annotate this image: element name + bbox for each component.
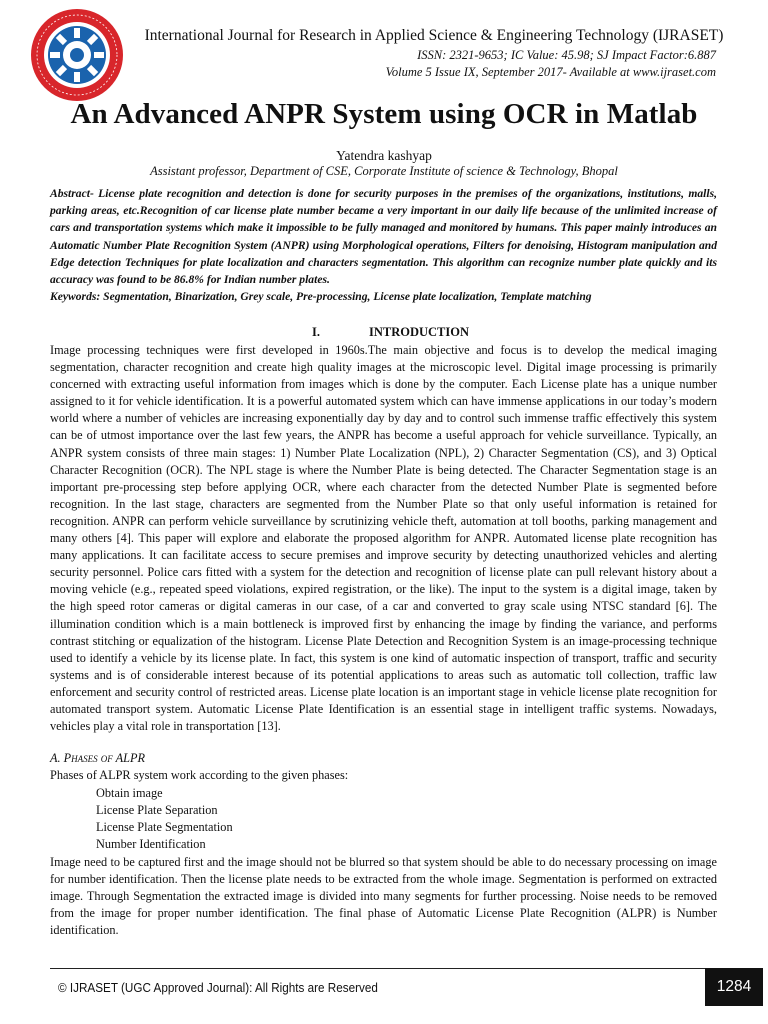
phases-body (50, 854, 717, 939)
paper-title: An Advanced ANPR System using OCR in Matlab (70, 98, 698, 130)
phase-list (96, 785, 233, 853)
page-number: 1284 (705, 968, 763, 1006)
abstract-text: Abstract- License plate recognition and detection is done for security purposes in the premises of the organizations, institutions, malls, parking areas, etc.Recognition of car license plate number became a very important in our daily life because of the unlimited increase of cars and transportation systems which make it impossible to be fully managed and monitored by humans. This paper mainly introduces an Automatic Number Plate Recognition System (ANPR) using Morphological operations, Filters for denoising, Histogram manipulation and Edge detection Techniques for plate localization and characters segmentation. This algorithm can recognize number plate quickly and its accuracy was found to be 86.8% for Indian number plates. (50, 187, 717, 287)
keywords-text: Keywords: Segmentation, Binarization, Grey scale, Pre-processing, License plate localization, Template matching (50, 290, 592, 304)
author-affiliation: Assistant professor, Department of CSE, Corporate Institute of science & Technology, Bhopal (150, 164, 618, 178)
subsection-prefix: A. (50, 751, 64, 765)
journal-seal-icon (30, 8, 124, 102)
subsection-title: Phases of ALPR (63, 751, 145, 765)
volume-line: Volume 5 Issue IX, September 2017- Available at www.ijraset.com (385, 65, 716, 79)
issn-line: ISSN: 2321-9653; IC Value: 45.98; SJ Impact Factor:6.887 (417, 48, 716, 62)
journal-name: International Journal for Research in Applied Science & Engineering Technology (IJRASET) (144, 27, 724, 44)
journal-meta (386, 47, 716, 81)
abstract-block (50, 185, 717, 305)
phases-intro: Phases of ALPR system work according to the given phases: (50, 768, 349, 782)
list-item: License Plate Segmentation (96, 820, 233, 835)
introduction-body (50, 342, 717, 735)
list-item: Number Identification (96, 837, 206, 852)
section-title: INTRODUCTION (369, 325, 470, 339)
footer-divider (50, 968, 705, 969)
phases-paragraph: Image need to be captured first and the image should not be blurred so that system should be able to do necessary processing on image for number identification. Then the license plate needs to be extracted from the whole image. Segmentation is performed on extracted image. Through Segmentation the extracted image is divided into many segments for further processing. Noise needs to be removed from the image for proper number identification. The final phase of Automatic License Plate Recognition (ALPR) is Number identification. (50, 855, 717, 938)
copyright-notice: © IJRASET (UGC Approved Journal): All Rights are Reserved (58, 980, 378, 995)
section-number: I. (312, 325, 320, 339)
list-item: License Plate Separation (96, 803, 218, 818)
journal-logo (30, 8, 124, 102)
author-name: Yatendra kashyap (336, 148, 432, 163)
list-item: Obtain image (96, 786, 163, 800)
introduction-paragraph: Image processing techniques were first developed in 1960s.The main objective and focus is to develop the medical imaging segmentation, character recognition and create high quality images at the microscopic level. Digital image processing is primarily concerned with extracting useful information from images which is done by the computer. Each License plate has a unique number assigned to it for vehicle identification. It is a powerful automated system which can have immense applications in our today’s modern world where a number of vehicles are increasing exponentially day by day and to control such immense traffic effectively this system can be of utmost importance over the last few years, the ANPR has become a useful approach for vehicle surveillance. Typically, an ANPR system consists of three main stages: 1) Number Plate Localization (NPL), 2) Character Segmentation (CS), and 3) Optical Character Recognition (OCR). The NPL stage is where the Number Plate is being detected. The Character Segmentation stage is an important pre-processing step before applying OCR, where each character from the detected Number Plate is segmented before recognition. In the last stage, characters are segmented from the Number Plate so that only useful information is retained for recognition. ANPR can perform vehicle surveillance by scrutinizing vehicle theft, automation at toll booths, parking management and many others [4]. This paper will explore and elaborate the proposed algorithm for ANPR. Automated license plate recognition has many applications. It can facilitate access to secure premises and improve security by detecting unauthorized vehicles and alerting security personnel. Police cars fitted with a system for the detection and recognition of license plate can pull relevant history about a moving vehicle (e.g., repeated speed violations, expired registration, or the like). The input to the system is a digital image, taken by the high speed rotor cameras or digital cameras in our case, of a car and converted to gray scale using NTSC standard [6]. The illumination condition which is a main bottleneck is improved first by enhancing the image by finding the variance, and performs contrast stitching or equalization of the histogram. License Plate Detection and Recognition System is an image-processing technique used to identify a vehicle by its license plate. In fact, this system is one kind of automatic inspection of transport, traffic and security systems and is of considerable interest because of its potential applications to areas such as automatic toll collection, traffic law enforcement and security control of restricted areas. License plate location is an important stage in vehicle license plate recognition for automated transport system. Automatic License Plate Identification is an essential stage in intelligent traffic systems. Nowadays, vehicles play a vital role in transportation [13]. (50, 343, 717, 734)
subsection-heading (50, 751, 145, 766)
